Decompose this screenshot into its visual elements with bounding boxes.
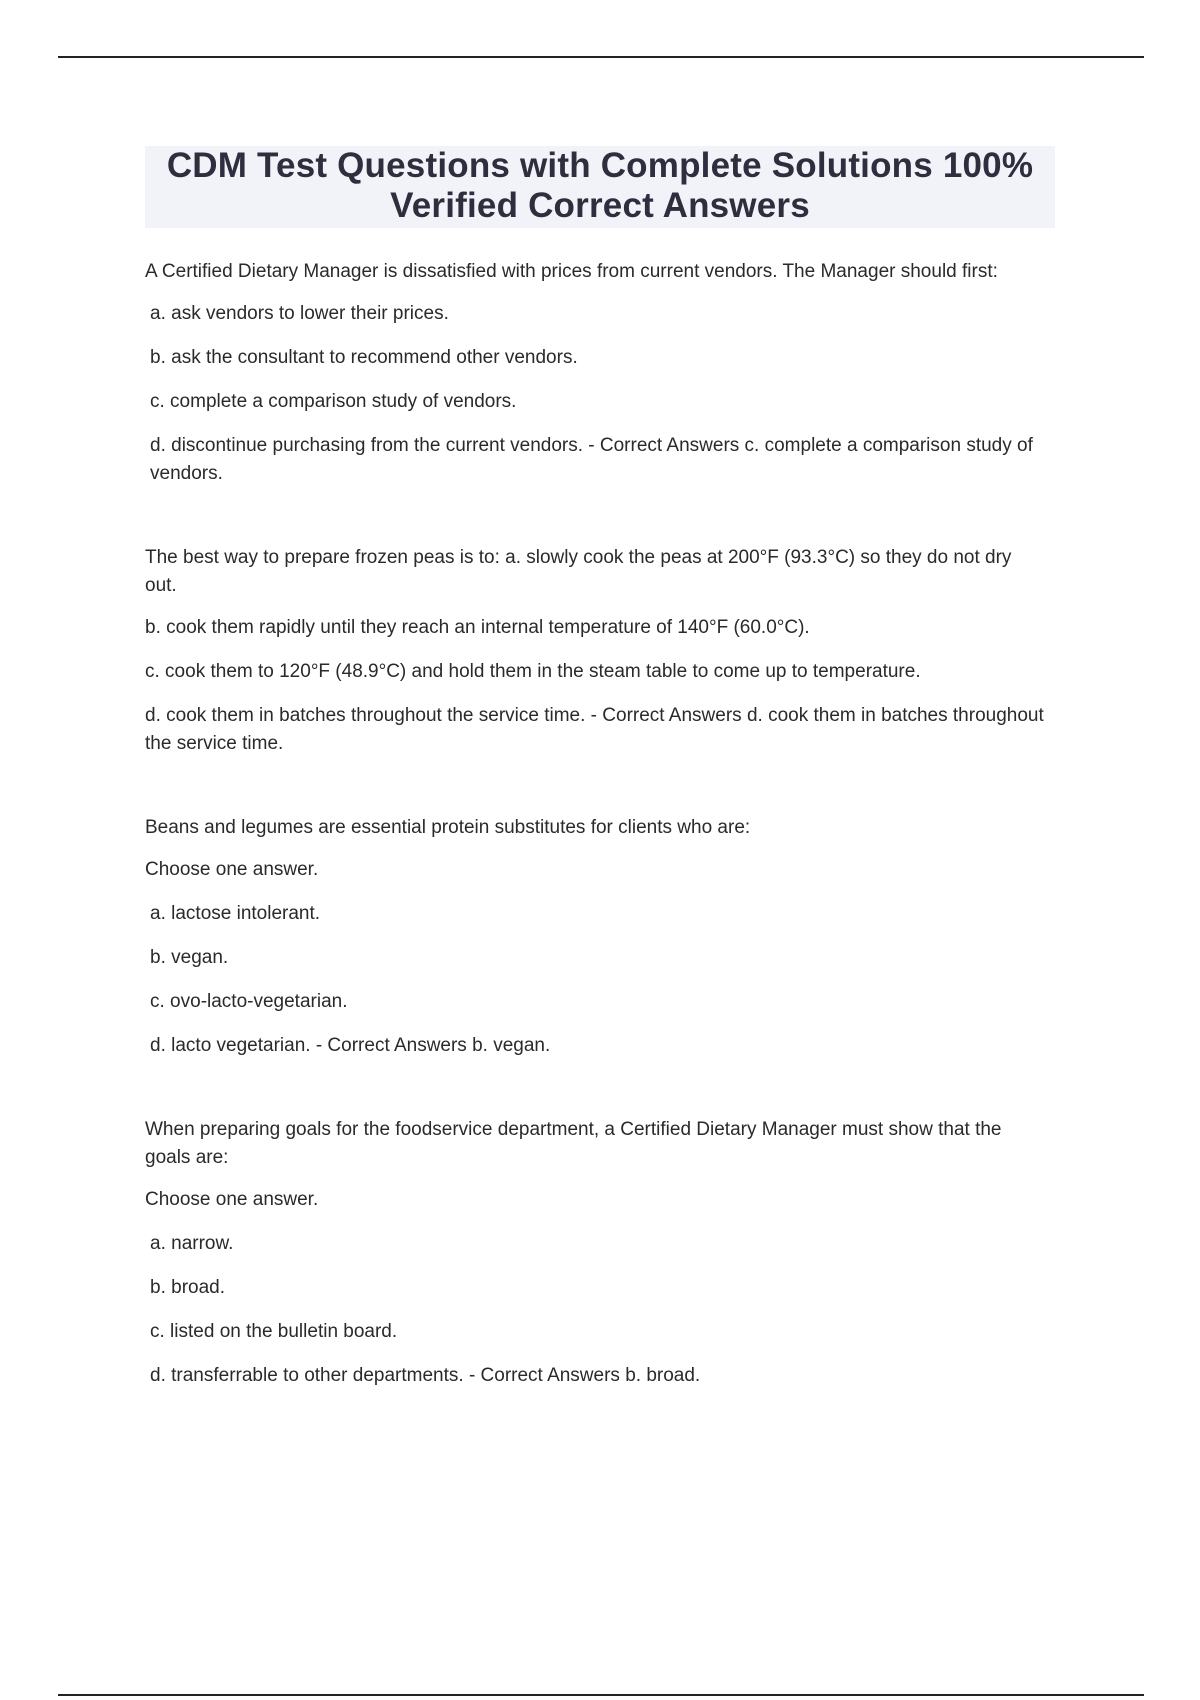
option-b: b. ask the consultant to recommend other vendors. (150, 347, 578, 368)
option-d-with-answer: d. transferrable to other departments. - Correct Answers b. broad. (150, 1365, 701, 1386)
option-c: c. cook them to 120°F (48.9°C) and hold them in the steam table to come up to temperature. (145, 661, 921, 682)
option-b: b. broad. (150, 1277, 225, 1298)
option-a: a. narrow. (150, 1233, 234, 1254)
option-c: c. complete a comparison study of vendors. (150, 391, 517, 412)
question-3 (145, 814, 1045, 1060)
option-b: b. vegan. (150, 947, 229, 968)
footer-rule (58, 1694, 1144, 1696)
option-a: a. ask vendors to lower their prices. (150, 303, 449, 324)
question-4 (145, 1116, 1045, 1390)
question-stem: Beans and legumes are essential protein substitutes for clients who are: (145, 817, 751, 838)
option-a: a. lactose intolerant. (150, 903, 321, 924)
choose-one-instruction: Choose one answer. (145, 859, 319, 880)
question-stem: A Certified Dietary Manager is dissatisfied with prices from current vendors. The Manager should first: (145, 261, 998, 282)
question-2 (145, 544, 1045, 758)
option-d-with-answer: d. cook them in batches throughout the service time. - Correct Answers d. cook them in batches throughout the service time. (145, 705, 1044, 754)
option-b: b. cook them rapidly until they reach an internal temperature of 140°F (60.0°C). (145, 617, 810, 638)
option-d-with-answer: d. lacto vegetarian. - Correct Answers b. vegan. (150, 1035, 551, 1056)
question-list (145, 258, 1045, 1446)
title-line-2: Verified Correct Answers (390, 186, 810, 225)
option-c: c. ovo-lacto-vegetarian. (150, 991, 348, 1012)
header-rule (58, 56, 1144, 58)
question-1 (145, 258, 1045, 488)
option-d-with-answer: d. discontinue purchasing from the current vendors. - Correct Answers c. complete a comparison study of vendors. (150, 435, 1033, 484)
title-line-1: CDM Test Questions with Complete Solutions 100% (166, 146, 1034, 185)
document-title (145, 146, 1055, 228)
option-c: c. listed on the bulletin board. (150, 1321, 398, 1342)
question-stem: The best way to prepare frozen peas is to: a. slowly cook the peas at 200°F (93.3°C) so they do not dry out. (145, 547, 1012, 596)
question-stem: When preparing goals for the foodservice department, a Certified Dietary Manager must show that the goals are: (145, 1119, 1002, 1168)
choose-one-instruction: Choose one answer. (145, 1189, 319, 1210)
